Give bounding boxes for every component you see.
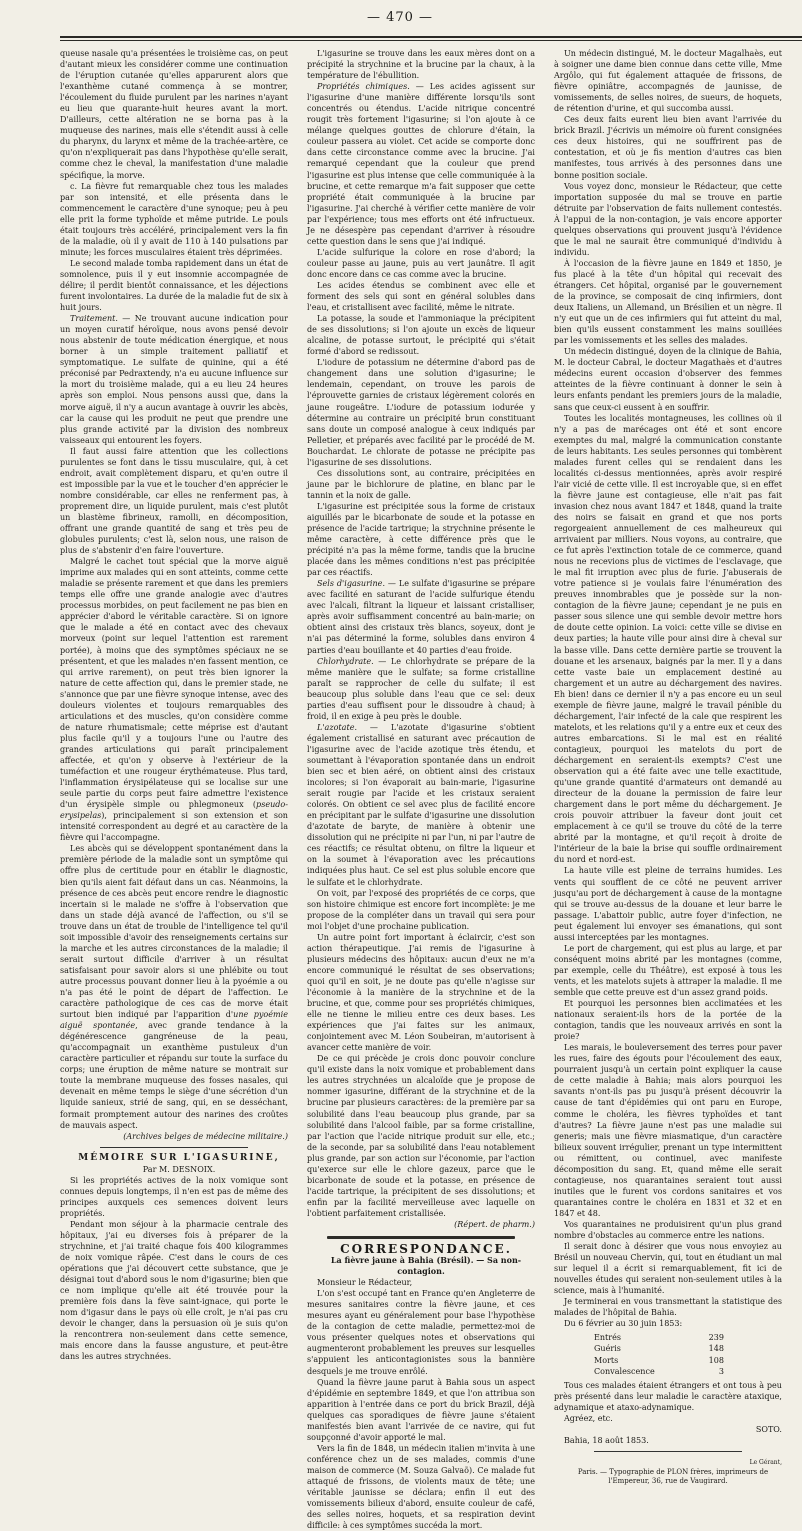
paragraph: Chlorhydrate. — Le chlorhydrate se prépare de la même manière que le sulfate; sa forme cristalline paraît se rapprocher de celle du sulfate; il est beaucoup plus soluble dans l'eau que ce sel: deux parties d'eau suffisent pour le dissoudre à chaud; à froid, il en exige à peu près le double. [307,656,535,721]
source-citation: (Archives belges de médecine militaire.) [123,1131,288,1141]
statistics-table [594,1332,724,1376]
paragraph: Du 6 février au 30 juin 1853: [564,1319,683,1329]
column-right [554,48,782,1485]
paragraph: Malgré le cachet tout spécial que la morve aiguë imprime aux malades qui en sont atteints, comme cette maladie se présente rarement et que dans les premiers temps elle offre une grande analogie avec d'autres processus morbides, on peut facilement ne pas bien en apprécier d'abord le véritable caractère. Si on ignore que le malade a été en contact avec des chevaux morveux (point sur lequel l'attention est rarement portée), à moins que des symptômes spéciaux ne se présentent, et que les malades n'en fassent mention, ce qui arrive rarement), on peut très bien ignorer la nature de cette affection qui, dans le premier stade, ne s'annonce que par une fièvre synoque intense, avec des douleurs violentes et toujours remarquables des articulations et des muscles, qu'on considère comme de nature rhumatismale; cette méprise est d'autant plus facile qu'il y a toujours l'une ou l'autre des grandes articulations qui paraît principalement affectée, et qu'on y observe à l'extérieur de la tuméfaction et une rougeur érythémateuse. Plus tard, l'inflammation érysipélateuse qui se localise sur une seule partie du corps peut faire admettre l'existence d'un érysipèle simple ou phlegmoneux (pseudo-erysipelas), principalement si son extension et son intensité correspondent au degré et au caractère de la fièvre qui l'accompagne. [60,557,288,843]
place-date: Bahia, 18 août 1853. [564,1435,649,1445]
paragraph: Et pourquoi les personnes bien acclimatées et les nationaux seraient-ils hors de la portée de la contagion, tandis que les nouveaux arrivés en sont la proie? [554,999,782,1042]
paragraph: Vous voyez donc, monsieur le Rédacteur, que cette importation supposée du mal se trouve en partie détruite par l'observation de faits nullement contestés. À l'appui de la non-contagion, je vais encore apporter quelques observations qui prouvent jusqu'à l'évidence que le mal ne saurait être communiqué d'individu à individu. [554,181,782,257]
imprint-gerant: Le Gérant, [749,1458,782,1466]
stats-row: Guéris 148 [594,1344,724,1354]
page-number: — 470 — [366,10,434,25]
paragraph: Le port de chargement, qui est plus au large, et par conséquent moins abrité par les montagnes (comme, par exemple, celle du Théâtre), est exposé à tous les vents, et les matelots sujets à attraper la maladie. Il me semble que cette preuve est d'un assez grand poids. [554,943,782,997]
paragraph: Les acides étendus se combinent avec elle et forment des sels qui sont en général solubles dans l'eau, et cristallisent avec facilité, même le nitrate. [307,280,535,313]
paragraph: Le second malade tomba rapidement dans un état de somnolence, puis il y eut insomnie accompagnée de délire; il perdit bientôt connaissance, et les déjections furent involontaires. La durée de la maladie fut de six à huit jours. [60,258,288,313]
section-title: CORRESPONDANCE. [340,1242,512,1257]
salutation: Monsieur le Rédacteur, [317,1278,413,1288]
paragraph: La haute ville est pleine de terrains humides. Les vents qui soufflent de ce côté ne peuvent arriver jusqu'au port de déchargement à cause de la montagne qui se trouve au-dessus de la douane et leur barre le passage. L'abattoir public, autre foyer d'infection, ne peut également lui envoyer ses émanations, qui sont aussi interceptées par les montagnes. [554,866,782,942]
source-citation: (Répert. de pharm.) [454,1219,535,1229]
paragraph: À l'occasion de la fièvre jaune en 1849 et 1850, je fus placé à la tête d'un hôpital qui recevait des étrangers. Cet hôpital, organisé par le gouvernement de la province, se composait de cinq infirmiers, dont deux Italiens, un Allemand, un Brésilien et un nègre. Il n'y eut que un de ces infirmiers qui fut atteint du mal, bien qu'ils eussent constamment les mains souillées par les vomissements et les selles des malades. [554,258,782,346]
header-rule-thin [60,40,802,41]
header-rule [60,36,802,38]
stats-row: Morts 108 [594,1355,724,1365]
section-divider [327,1236,515,1239]
paragraph: Les abcès qui se développent spontanément dans la première période de la maladie sont un symptôme qui offre plus de certitude pour en établir le diagnostic, bien qu'ils aient fait défaut dans un cas. Néanmoins, la présence de ces abcès peut encore rendre le diagnostic incertain si le malade ne s'offre à l'observation que dans un stade déjà avancé de l'affection, ou s'il se trouve dans un état de trouble de l'intelligence tel qu'il soit impossible d'avoir des renseignements certains sur la marche et les autres circonstances de la maladie; il serait surtout difficile d'arriver à un résultat satisfaisant pour savoir alors si une phlébite ou tout autre processus pouvant donner lieu à la pyoémie a ou n'a pas été le point de départ de l'affection. Le caractère pathologique de ces cas de morve était surtout bien indiqué par l'apparition d'une pyoémie aiguë spontanée, avec grande tendance à la dégénérescence gangréneuse de la peau, qu'accompagnait un exanthème pustuleux d'un caractère particulier et répandu sur toute la surface du corps; une éruption de même nature se montrait sur toute la membrane muqueuse des fosses nasales, qui devenait en même temps le siège d'une sécrétion d'un liquide sanieux, strié de sang, qui, en se desséchant, formait promptement autour des narines des croûtes de mauvais aspect. [60,844,288,1130]
paragraph: L'igasurine se trouve dans les eaux mères dont on a précipité la strychnine et la brucine par la chaux, à la température de l'ébullition. [307,49,535,81]
paragraph: Ces dissolutions sont, au contraire, précipitées en jaune par le bichlorure de platine, en blanc par le tannin et la noix de galle. [307,468,535,500]
divider [594,1451,742,1452]
paragraph: c. La fièvre fut remarquable chez tous les malades par son intensité, et elle présenta dans le commencement le caractère d'une synoque; peu à peu elle prit la forme typhoïde et même putride. Le pouls était toujours très accéléré, principalement vers la fin de la maladie, où il y avait de 110 à 140 pulsations par minute; les forces musculaires étaient très déprimées. [60,181,288,257]
paragraph: Propriétés chimiques. — Les acides agissent sur l'igasurine d'une manière différente lorsqu'ils sont concentrés ou étendus. L'acide nitrique concentré rougit très fortement l'igasurine; si l'on ajoute à ce mélange quelques gouttes de chlorure d'étain, la couleur passera au violet. Cet acide se comporte donc dans cette circonstance comme avec la brucine. J'ai remarqué cependant que la couleur que prend l'igasurine est plus intense que celle communiquée à la brucine, et cette remarque m'a fait supposer que cette propriété était communiquée à la brucine par l'igasurine. J'ai cherché à vérifier cette manière de voir par l'expérience; tous mes efforts ont été infructueux. Je ne désespère pas cependant d'arriver à résoudre cette question dans le sens que j'ai indiqué. [307,82,535,246]
paragraph: On voit, par l'exposé des propriétés de ce corps, que son histoire chimique est encore fort incomplète: je me propose de la compléter dans un travail qui sera pour moi l'objet d'une prochaine publication. [307,888,535,931]
paragraph: L'acide sulfurique la colore en rose d'abord; la couleur passe au jaune, puis au vert jaunâtre. Il agit donc encore dans ce cas comme avec la brucine. [307,247,535,279]
paragraph: Je terminerai en vous transmettant la statistique des malades de l'hôpital de Bahia. [554,1297,782,1318]
paragraph: Un autre point fort important à éclaircir, c'est son action thérapeutique. J'ai remis de l'igasurine à plusieurs médecins des hôpitaux: aucun d'eux ne m'a encore communiqué le résultat de ses observations; quoi qu'il en soit, je ne doute pas qu'elle n'agisse sur l'économie à la manière de la strychnine et de la brucine, et que, comme pour ses propriétés chimiques, elle ne tienne le milieu entre ces deux bases. Les expériences que j'ai faites sur les animaux, conjointement avec M. Léon Soubeiran, m'autorisent à avancer cette manière de voir. [307,932,535,1053]
paragraph: Traitement. — Ne trouvant aucune indication pour un moyen curatif héroïque, nous avons pensé devoir nous abstenir de toute médication énergique, et nous borner à un simple traitement palliatif et symptomatique. Le sulfate de quinine, qui a été préconisé par Pedraxtendy, n'a eu aucune influence sur la mort du troisième malade, qui a eu lieu 24 heures après son emploi. Nous pensons aussi que, dans la morve aiguë, il n'y a aucun avantage à ouvrir les abcès, car la cause qui les produit ne peut que prendre une plus grande activité par la division des nombreux vaisseaux qui entourent les foyers. [60,314,288,445]
paragraph: Si les propriétés actives de la noix vomique sont connues depuis longtemps, il n'en est pas de même des principes auxquels ces semences doivent leurs propriétés. [60,1175,288,1218]
paragraph: Il serait donc à désirer que vous nous envoyiez au Brésil un nouveau Chervin, qui, tout en étudiant un mal sur lequel il a écrit si remarquablement, fit ici de nouvelles études qui seraient non-seulement utiles à la science, mais à l'humanité. [554,1242,782,1296]
paragraph: Les marais, le bouleversement des terres pour paver les rues, faire des égouts pour l'écoulement des eaux, pourraient jusqu'à un certain point expliquer la cause de cette maladie à Bahia; mais alors pourquoi les savants n'ont-ils pas pu jusqu'à présent découvrir la cause de tant d'épidémies qui ont paru en Europe, comme le choléra, les fièvres typhoïdes et tant d'autres? La fièvre jaune n'est pas une maladie sui generis; mais une fièvre miasmatique, d'un caractère bilieux souvent irrégulier, prenant un type intermittent ou rémittent, ou continuel, avec manifeste décomposition du sang. Et, quand même elle serait contagieuse, nos quarantaines seraient tout aussi inutiles que le furent vos cordons sanitaires et vos quarantaines contre le choléra en 1831 et 32 et en 1847 et 48. [554,1043,782,1218]
paragraph: Sels d'igasurine. — Le sulfate d'igasurine se prépare avec facilité en saturant de l'acide sulfurique étendu avec l'alcali, filtrant la liqueur et laissant cristalliser, après avoir suffisamment concentré au bain-marie; on obtient ainsi des cristaux très blancs, soyeux, dont je n'ai pas déterminé la forme, solubles dans environ 4 parties d'eau bouillante et 40 parties d'eau froide. [307,579,535,655]
paragraph: Il faut aussi faire attention que les collections purulentes se font dans le tissu musculaire, qui, à cet endroit, avait complètement disparu, et qu'en outre il est impossible par la vue et le toucher d'en apprécier le nombre considérable, car elles ne renferment pas, à proprement dire, un liquide purulent, mais c'est plutôt un blastème fibrineux, ramolli, en décomposition, offrant une grande quantité de sang et très peu de globules purulents; c'est là, selon nous, une raison de plus de s'abstenir d'en faire l'ouverture. [60,446,288,556]
closing: Agréez, etc. [564,1413,613,1423]
imprint: Paris. — Typographie de PLON frères, imprimeurs de l'Empereur, 36, rue de Vaugirard. [577,1467,769,1485]
signature: SOTO. [755,1424,782,1434]
paragraph: Quand la fièvre jaune parut à Bahia sous un aspect d'épidémie en septembre 1849, et que l'on attribua son apparition à l'entrée dans ce port du brick Brazil, déjà quelques cas sporadiques de fièvre jaune s'étaient manifestés bien avant l'arrivée de ce navire, qui fut soupçonné d'avoir apporté le mal. [307,1377,535,1442]
paragraph: De ce qui précède je crois donc pouvoir conclure qu'il existe dans la noix vomique et probablement dans les autres strychnées un alcaloïde que je propose de nommer igasurine, différant de la strychnine et de la brucine par plusieurs caractères: de la première par sa solubilité dans l'eau beaucoup plus grande, par sa solubilité dans l'alcool faible, par sa forme cristalline, par l'action que l'acide nitrique produit sur elle, etc.; de la seconde, par sa solubilité dans l'eau notablement plus grande, par son action sur l'économie, par l'action qu'exerce sur elle le chlore gazeux, parce que le bicarbonate de soude et la potasse, en présence de l'acide tartrique, la précipitent de ses dissolutions; et enfin par la facilité merveilleuse avec laquelle on l'obtient parfaitement cristallisée. [307,1054,535,1218]
paragraph: L'igasurine est précipitée sous la forme de cristaux aiguillés par le bicarbonate de soude et la potasse en présence de l'acide tartrique; la strychnine présente le même caractère, à cette différence près que le précipité n'a pas la même forme, tandis que la brucine placée dans les mêmes conditions n'est pas précipitée par ces réactifs. [307,501,535,578]
paragraph: Ces deux faits eurent lieu bien avant l'arrivée du brick Brazil. J'écrivis un mémoire où furent consignées ces deux histoires, qui ne souffrirent pas de contestation, et où je fis mention d'autres cas bien manifestes, tous arrivés à des personnes dans une bonne position sociale. [554,115,782,180]
paragraph: Toutes les localités montagneuses, les collines où il n'y a pas de marécages ont été et sont encore exemptes du mal, malgré la communication constante de leurs habitants. Les seules personnes qui tombèrent malades furent celles qui se rendaient dans les localités ci-dessus mentionnées, après avoir respiré l'air vicié de cette ville. Il est incroyable que, si en effet la fièvre jaune est contagieuse, elle n'ait pas fait invasion chez nous avant 1847 et 1848, quand la traite des noirs se faisait en grand et que nos ports regorgeaient annuellement de ces malheureux qui arrivaient par milliers. Nous voyons, au contraire, que ce fut après l'extinction totale de ce commerce, quand nous ne recevions plus de victimes de l'esclavage, que le mal fit irruption avec plus de furie. J'abuserais de votre patience si je voulais faire l'énumération des preuves innombrables que je possède sur la non-contagion de la fièvre jaune; cependant je ne puis en passer sous silence une qui semble devoir mettre hors de doute cette opinion. La voici: cette ville se divise en deux parties; la haute ville pour ainsi dire à cheval sur la basse ville. Dans cette dernière partie se trouvent la douane et les arsenaux, baignés par la mer. Il y a dans cette vaste baie un emplacement destiné au chargement et un autre au déchargement des navires. Eh bien! dans ce dernier il n'y a pas encore eu un seul exemple de fièvre jaune, malgré le travail pénible du déchargement, l'air infecté de la cale que respirent les matelots, et les relations qu'il y a entre eux et ceux des autres embarcations. Si le mal est en réalité contagieux, pourquoi les matelots du port de déchargement en seraient-ils exempts? C'est une observation qui a été faite avec une telle exactitude, qu'une grande quantité d'armateurs ont demandé au directeur de la douane la permission de faire leur chargement dans le port même du déchargement. Je crois pouvoir attribuer la faveur dont jouit cet emplacement à ce qu'il se trouve du côté de la terre abrité par la montagne, et qu'il reçoit à droite de l'intérieur de la baie la brise qui souffle ordinairement du nord et nord-est. [554,413,782,865]
paragraph: L'on s'est occupé tant en France qu'en Angleterre de mesures sanitaires contre la fièvre jaune, et ces mesures ayant eu généralement pour base l'hypothèse de la contagion de cette maladie, permettez-moi de vous présenter quelques notes et observations qui augmenteront probablement les preuves sur lesquelles s'appuient les anticontagionistes sous la bannière desquels je me trouve enrôlé. [307,1289,535,1376]
section-label: Traitement. [70,314,118,324]
divider [100,1147,248,1148]
paragraph: Un médecin distingué, M. le docteur Magalhaès, eut à soigner une dame bien connue dans cette ville, Mme Argôlo, qui fut également attaquée de frissons, de fièvre opiniâtre, accompagnés de jaunisse, de vomissements, de selles noires, de sueurs, de hoquets, de rétention d'urine, et qui succomba aussi. [554,49,782,114]
paragraph: L'azotate. — L'azotate d'igasurine s'obtient également cristallisé en saturant avec précaution de l'igasurine avec de l'acide azotique très étendu, et soumettant à l'évaporation spontanée dans un endroit bien sec et bien aéré, on obtient ainsi des cristaux incolores; si l'on évaporait au bain-marie, l'igasurine serait rougie par l'acide et les cristaux seraient colorés. On obtient ce sel avec plus de facilité encore en précipitant par le sulfate d'igasurine une dissolution d'azotate de baryte, de manière à obtenir une dissolution qui ne précipite ni par l'un, ni par l'autre de ces réactifs; ce résultat obtenu, on filtre la liqueur et on la soumet à l'évaporation avec les précautions indiquées plus haut. Ce sel est plus soluble encore que le sulfate et le chlorhydrate. [307,722,535,887]
stats-row: Entrés 239 [594,1333,724,1343]
paragraph: queuse nasale qu'a présentées le troisième cas, on peut d'autant mieux les considérer comme une continuation de l'éruption cutanée qu'elles apparurent alors que l'exanthème cutané commença à se montrer, l'écoulement du fluide purulent par les narines n'ayant eu lieu que quarante-huit heures avant la mort. D'ailleurs, cette altération ne se borna pas à la muqueuse des narines, mais elle s'étendit aussi à celle du pharynx, du larynx et même de la trachée-artère, ce qu'on n'expliquerait pas dans l'hypothèse qu'elle serait, comme chez le cheval, la manifestation d'une maladie spécifique, la morve. [60,49,288,180]
paragraph: L'iodure de potassium ne détermine d'abord pas de changement dans une solution d'igasurine; le lendemain, cependant, on trouve les parois de l'éprouvette garnies de cristaux légèrement colorés en jaune rougeâtre. L'iodure de potassium iodurée y détermine au contraire un précipité brun constituant sans doute un composé analogue à ceux indiqués par Pelletier, et préparés avec facilité par le procédé de M. Bouchardat. Le chlorate de potasse ne précipite pas l'igasurine de ses dissolutions. [307,358,535,467]
paragraph: La potasse, la soude et l'ammoniaque la précipitent de ses dissolutions; si l'on ajoute un excès de liqueur alcaline, de potasse surtout, le précipité qui s'était formé d'abord se redissout. [307,314,535,357]
paragraph: Tous ces malades étaient étrangers et ont tous à peu près présenté dans leur maladie le caractère ataxique, adynamique et ataxo-adynamique. [554,1380,782,1412]
column-left [60,48,288,1362]
paragraph: Vers la fin de 1848, un médecin italien m'invita à une conférence chez un de ses malades, commis d'une maison de commerce (M. Souza Galvaõ). Ce malade fut attaqué de frissons, de violents maux de tête; une véritable jaunisse se déclara; enfin il eut des vomissements bilieux d'abord, ensuite couleur de café, des selles noires, hoquets, et sa respiration devint difficile: à ces symptômes succéda la mort. [307,1443,535,1531]
article-title: MÉMOIRE SUR L'IGASURINE, [78,1152,280,1163]
letter-headline: La fièvre jaune à Bahia (Brésil). — Sa non-contagion. [330,1255,522,1277]
article-author: Par M. DESNOIX. [142,1164,216,1174]
paragraph: Vos quarantaines ne produisirent qu'un plus grand nombre d'obstacles au commerce entre les nations. [554,1219,782,1241]
paragraph: Un médecin distingué, doyen de la clinique de Bahia, M. le docteur Cabral, le docteur Magathaès et d'autres médecins eurent occasion d'observer des femmes atteintes de la fièvre continuant à donner le sein à leurs enfants pendant les premiers jours de la maladie, sans que ceux-ci eussent à en souffrir. [554,347,782,412]
stats-row: Convalescence 3 [594,1366,724,1376]
column-middle [307,48,535,1531]
paragraph: Pendant mon séjour à la pharmacie centrale des hôpitaux, j'ai eu diverses fois à préparer de la strychnine, et j'ai traité chaque fois 400 kilogrammes de noix vomique râpée. C'est dans le cours de ces opérations que j'ai découvert cette substance, que je désignai tout d'abord sous le nom d'igasurine; bien que ce nom implique qu'elle ait été trouvée pour la première fois dans la fève saint-ignace, qui porte le nom d'igasur dans le pays où elle croît, je n'ai pas cru devoir le changer, dans la persuasion où je suis qu'on la rencontrera non-seulement dans cette semence, mais encore dans la fausse angusture, et peut-être dans les autres strychnées. [60,1219,288,1362]
